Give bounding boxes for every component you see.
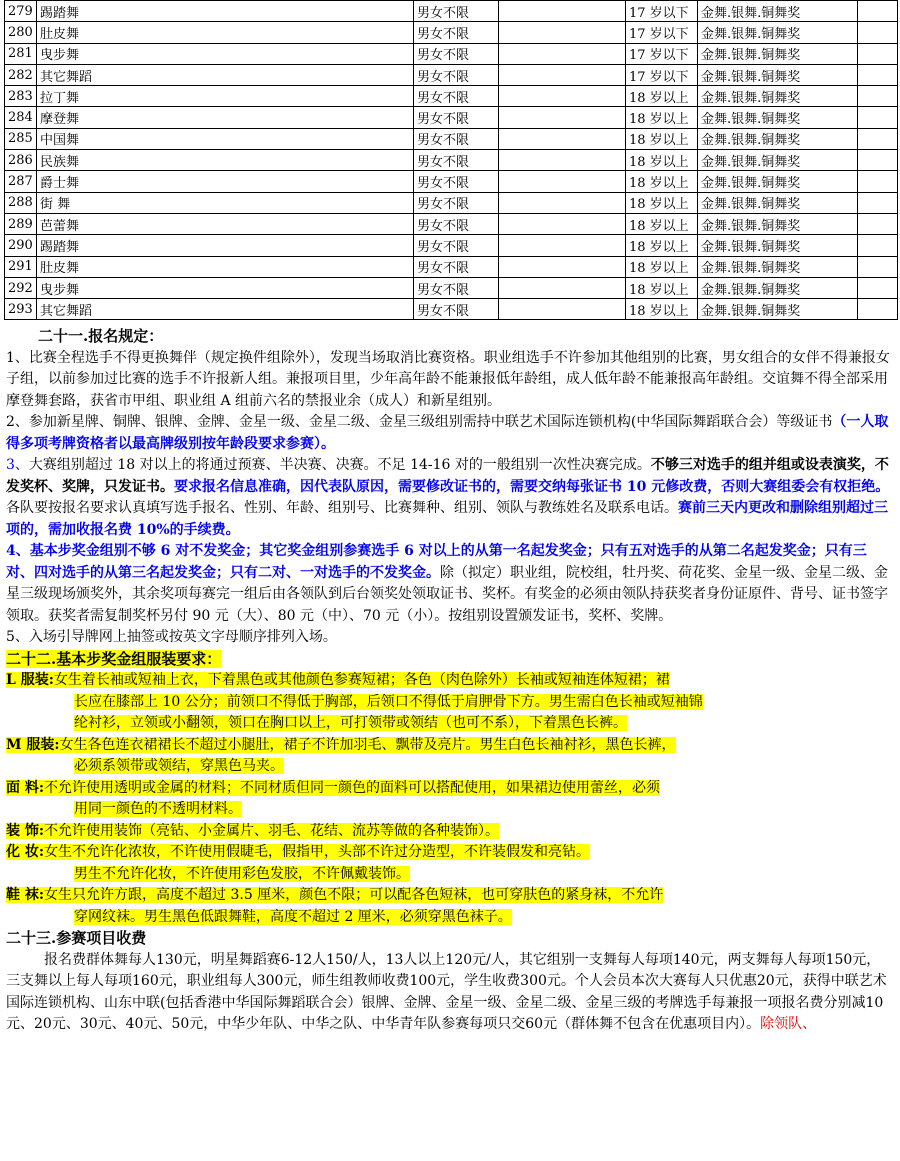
award-type: 金舞.银舞.铜舞奖	[698, 22, 858, 43]
row-number: 285	[5, 128, 37, 149]
row-number: 281	[5, 43, 37, 64]
section-23-title: 二十三.参赛项目收费	[6, 929, 147, 947]
row-number: 288	[5, 192, 37, 213]
table-row	[5, 299, 898, 320]
age-group: 17 岁以下	[626, 64, 698, 85]
row-number: 287	[5, 171, 37, 192]
event-name: 其它舞蹈	[37, 299, 414, 320]
row-number: 283	[5, 86, 37, 107]
blank-cell	[858, 256, 898, 277]
award-type: 金舞.银舞.铜舞奖	[698, 1, 858, 22]
gender-limit: 男女不限	[414, 128, 499, 149]
blank-cell	[858, 43, 898, 64]
age-group: 17 岁以下	[626, 1, 698, 22]
blank-cell	[499, 22, 626, 43]
blank-cell	[858, 277, 898, 298]
blank-cell	[499, 299, 626, 320]
event-name: 踢踏舞	[37, 235, 414, 256]
age-group: 18 岁以上	[626, 192, 698, 213]
blank-cell	[858, 192, 898, 213]
gender-limit: 男女不限	[414, 192, 499, 213]
blank-cell	[499, 43, 626, 64]
gender-limit: 男女不限	[414, 256, 499, 277]
table-row	[5, 150, 898, 171]
document-body: 二十一.报名规定： 1、比赛全程选手不得更换舞伴（规定换件组除外），发现当场取消比赛资格。职业组选手不许参加其他组别的比赛，男女组合的女伴不得兼报女子组，以前参加过比赛的选手不许报新人组。兼报项目里，少年高年龄不能兼报低年龄组，成人低年龄不能兼报高年龄组。交谊舞不得全部采用摩登舞套路，获省市甲组、职业组 A 组前六名的禁报业余（成人）和新星组别。 2、参加新星牌、铜牌、银牌、金牌、金星一级、金星二级、金星三级组别需持中联艺术国际连锁机构(中华国际舞蹈联合会）等级证书（一人取得多项考牌资格者以最高牌级别按年龄段要求参赛）。 3、大赛组别超过 18 对以上的将通过预赛、半决赛、决赛。不足 14-16 对的一般组别一次性决赛完成。不够三对选手的组并组或设表演奖，不发奖杯、奖牌，只发证书。要求报名信息准确，因代表队原因，需要修改证书的，需要交纳每张证书 10 元修改费，否则大赛组委会有权拒绝。各队要按报名要求认真填写选手报名、性别、年龄、组别号、比赛舞种、组别、领队与教练姓名及联系电话。赛前三天内更改和删除组别超过三项的，需加收报名费 10%的手续费。 4、基本步奖金组别不够 6 对不发奖金；其它奖金组别参赛选手 6 对以上的从第一名起发奖金；只有五对选手的从第二名起发奖金；只有三对、四对选手的从第三名起发奖金；只有二对、一对选手的不发奖金。除（拟定）职业组，院校组，牡丹奖、荷花奖、金星一级、金星二级、金星三级现场颁奖外，其余奖项每赛完一组后由各领队到后台领奖处领取证书、奖杯。有奖金的必须由领队持获奖者身份证原件、背号、证书签字领取。获奖者需复制奖杯另付 90 元（大）、80 元（中）、70 元（小）。按组别设置颁发证书，奖杯、奖牌。 5、入场引导牌网上抽签或按英文字母顺序排列入场。 二十二.基本步奖金组服装要求： L 服装:女生着长袖或短袖上衣，下着黑色或其他颜色参赛短裙；各色（肉色除外）长袖或短袖连体短裙；裙 长应在膝部上 10 公分；前领口不得低于胸部，后领口不得低于肩胛骨下方。男生需白色长袖或短袖锦 纶衬衫，立领或小翻领，领口在胸口以上，可打领带或领结（也可不系），下着黑色长裤。 M 服装:女生各色连衣裙裙长不超过小腿肚，裙子不许加羽毛、飘带及亮片。男生白色长袖衬衫，黑色长裤， 必须系领带或领结，穿黑色马夹。 面 料:不允许使用透明或金属的材料；不同材质但同一颜色的面料可以搭配使用，如果裙边使用蕾丝，必须 用同一颜色的不透明材料。 装 饰:不允许使用装饰（亮钻、小金属片、羽毛、花结、流苏等做的各种装饰）。 化 妆:女生不允许化浓妆，不许使用假睫毛，假指甲，头部不许过分造型，不许装假发和亮钻。 男生不允许化妆，不许使用彩色发胶，不许佩戴装饰。 鞋 袜:女生只允许方跟，高度不超过 3.5 厘米，颜色不限；可以配各色短袜，也可穿肤色的紧身袜，不允许 穿网纹袜。男生黑色低跟舞鞋，高度不超过 2 厘米，必须穿黑色袜子。 二十三.参赛项目收费 报名费群体舞每人130元，明星舞蹈赛6-12人150/人，13人以上120元/人，其它组别一支舞每人每项140元，两支舞每人每项150元，三支舞以上每人每项160元，职业组每人300元，师生组教师收费100元，学生收费300元。个人会员本次大赛每人只优惠20元，获得中联艺术国际连锁机构、山东中联(包括香港中华国际舞蹈联合会）银牌、金牌、金星一级、金星二级、金星三级的考牌选手每兼报一项报名费分别减10元、20元、30元、40元、50元，中华少年队、中华之队、中华青年队参赛每项只交60元（群体舞不包含在优惠项目内）。除领队、	[6, 326, 894, 1036]
blank-cell	[499, 1, 626, 22]
table-row	[5, 235, 898, 256]
gender-limit: 男女不限	[414, 150, 499, 171]
event-name: 踢踏舞	[37, 1, 414, 22]
award-type: 金舞.银舞.铜舞奖	[698, 150, 858, 171]
table-row	[5, 64, 898, 85]
row-number: 286	[5, 150, 37, 171]
blank-cell	[858, 22, 898, 43]
age-group: 17 岁以下	[626, 43, 698, 64]
blank-cell	[858, 150, 898, 171]
blank-cell	[858, 299, 898, 320]
blank-cell	[858, 171, 898, 192]
award-type: 金舞.银舞.铜舞奖	[698, 107, 858, 128]
m-costume: M 服装:女生各色连衣裙裙长不超过小腿肚，裙子不许加羽毛、飘带及亮片。男生白色长袖衬衫，黑色长裤，	[6, 736, 676, 753]
age-group: 18 岁以上	[626, 299, 698, 320]
table-row	[5, 1, 898, 22]
blank-cell	[858, 107, 898, 128]
table-row	[5, 277, 898, 298]
blank-cell	[499, 107, 626, 128]
age-group: 18 岁以上	[626, 150, 698, 171]
row-number: 293	[5, 299, 37, 320]
section-21-para-3: 3、大赛组别超过 18 对以上的将通过预赛、半决赛、决赛。不足 14-16 对的一般组别一次性决赛完成。不够三对选手的组并组或设表演奖，不发奖杯、奖牌，只发证书。要求报名信息准确，因代表队原因，需要修改证书的，需要交纳每张证书 10 元修改费，否则大赛组委会有权拒绝。各队要按报名要求认真填写选手报名、性别、年龄、组别号、比赛舞种、组别、领队与教练姓名及联系电话。赛前三天内更改和删除组别超过三项的，需加收报名费 10%的手续费。	[6, 457, 890, 538]
gender-limit: 男女不限	[414, 1, 499, 22]
gender-limit: 男女不限	[414, 277, 499, 298]
table-row	[5, 171, 898, 192]
table-row	[5, 43, 898, 64]
age-group: 18 岁以上	[626, 128, 698, 149]
table-row	[5, 192, 898, 213]
event-name: 民族舞	[37, 150, 414, 171]
gender-limit: 男女不限	[414, 22, 499, 43]
event-name: 其它舞蹈	[37, 64, 414, 85]
blank-cell	[499, 128, 626, 149]
gender-limit: 男女不限	[414, 43, 499, 64]
award-type: 金舞.银舞.铜舞奖	[698, 171, 858, 192]
row-number: 280	[5, 22, 37, 43]
award-type: 金舞.银舞.铜舞奖	[698, 86, 858, 107]
gender-limit: 男女不限	[414, 86, 499, 107]
award-type: 金舞.银舞.铜舞奖	[698, 128, 858, 149]
award-type: 金舞.银舞.铜舞奖	[698, 43, 858, 64]
age-group: 18 岁以上	[626, 235, 698, 256]
blank-cell	[499, 256, 626, 277]
blank-cell	[858, 235, 898, 256]
event-name: 曳步舞	[37, 277, 414, 298]
gender-limit: 男女不限	[414, 107, 499, 128]
section-21-para-5: 5、入场引导牌网上抽签或按英文字母顺序排列入场。	[6, 629, 337, 645]
event-name: 芭蕾舞	[37, 213, 414, 234]
table-row	[5, 22, 898, 43]
blank-cell	[499, 86, 626, 107]
gender-limit: 男女不限	[414, 213, 499, 234]
row-number: 292	[5, 277, 37, 298]
blank-cell	[499, 150, 626, 171]
award-type: 金舞.银舞.铜舞奖	[698, 64, 858, 85]
row-number: 284	[5, 107, 37, 128]
table-row	[5, 128, 898, 149]
blank-cell	[858, 213, 898, 234]
blank-cell	[499, 192, 626, 213]
section-21-para-2: 2、参加新星牌、铜牌、银牌、金牌、金星一级、金星二级、金星三级组别需持中联艺术国际连锁机构(中华国际舞蹈联合会）等级证书（一人取得多项考牌资格者以最高牌级别按年龄段要求参赛）。	[6, 414, 889, 452]
blank-cell	[499, 277, 626, 298]
blank-cell	[499, 213, 626, 234]
table-row	[5, 107, 898, 128]
blank-cell	[499, 64, 626, 85]
row-number: 279	[5, 1, 37, 22]
makeup-rule: 化 妆:女生不允许化浓妆，不许使用假睫毛，假指甲，头部不许过分造型，不许装假发和亮钻。	[6, 844, 591, 860]
blank-cell	[858, 128, 898, 149]
section-21-para-1: 1、比赛全程选手不得更换舞伴（规定换件组除外），发现当场取消比赛资格。职业组选手不许参加其他组别的比赛，男女组合的女伴不得兼报女子组，以前参加过比赛的选手不许报新人组。兼报项目里，少年高年龄不能兼报低年龄组，成人低年龄不能兼报高年龄组。交谊舞不得全部采用摩登舞套路，获省市甲组、职业组 A 组前六名的禁报业余（成人）和新星组别。	[6, 349, 890, 409]
award-type: 金舞.银舞.铜舞奖	[698, 299, 858, 320]
table-row	[5, 86, 898, 107]
age-group: 18 岁以上	[626, 213, 698, 234]
award-type: 金舞.银舞.铜舞奖	[698, 213, 858, 234]
gender-limit: 男女不限	[414, 299, 499, 320]
age-group: 18 岁以上	[626, 86, 698, 107]
event-name: 曳步舞	[37, 43, 414, 64]
section-22-title: 二十二.基本步奖金组服装要求：	[6, 649, 222, 668]
age-group: 18 岁以上	[626, 107, 698, 128]
row-number: 289	[5, 213, 37, 234]
blank-cell	[499, 235, 626, 256]
event-name: 肚皮舞	[37, 22, 414, 43]
section-21-title: 二十一.报名规定：	[38, 327, 164, 345]
blank-cell	[858, 86, 898, 107]
event-name: 肚皮舞	[37, 256, 414, 277]
event-name: 爵士舞	[37, 171, 414, 192]
blank-cell	[858, 64, 898, 85]
fabric-rule: 面 料:不允许使用透明或金属的材料；不同材质但同一颜色的面料可以搭配使用，如果裙边使用蕾丝，必须	[6, 779, 661, 796]
l-costume: L 服装:女生着长袖或短袖上衣，下着黑色或其他颜色参赛短裙；各色（肉色除外）长袖或短袖连体短裙；裙	[6, 672, 670, 688]
gender-limit: 男女不限	[414, 171, 499, 192]
event-table	[4, 0, 898, 320]
award-type: 金舞.银舞.铜舞奖	[698, 192, 858, 213]
age-group: 17 岁以下	[626, 22, 698, 43]
blank-cell	[499, 171, 626, 192]
row-number: 291	[5, 256, 37, 277]
award-type: 金舞.银舞.铜舞奖	[698, 256, 858, 277]
blank-cell	[858, 1, 898, 22]
row-number: 282	[5, 64, 37, 85]
row-number: 290	[5, 235, 37, 256]
event-name: 摩登舞	[37, 107, 414, 128]
age-group: 18 岁以上	[626, 256, 698, 277]
shoes-rule: 鞋 袜:女生只允许方跟，高度不超过 3.5 厘米，颜色不限；可以配各色短袜，也可穿肤色的紧身袜，不允许	[6, 887, 664, 903]
age-group: 18 岁以上	[626, 171, 698, 192]
table-row	[5, 256, 898, 277]
age-group: 18 岁以上	[626, 277, 698, 298]
section-23-para-1: 报名费群体舞每人130元，明星舞蹈赛6-12人150/人，13人以上120元/人，其它组别一支舞每人每项140元，两支舞每人每项150元，三支舞以上每人每项160元，职业组每人300元，师生组教师收费100元，学生收费300元。个人会员本次大赛每人只优惠20元，获得中联艺术国际连锁机构、山东中联(包括香港中华国际舞蹈联合会）银牌、金牌、金星一级、金星二级、金星三级的考牌选手每兼报一项报名费分别减10元、20元、30元、40元、50元，中华少年队、中华之队、中华青年队参赛每项只交60元（群体舞不包含在优惠项目内）。除领队、	[6, 951, 887, 1032]
gender-limit: 男女不限	[414, 64, 499, 85]
table-row	[5, 213, 898, 234]
section-21-para-4: 4、基本步奖金组别不够 6 对不发奖金；其它奖金组别参赛选手 6 对以上的从第一名起发奖金；只有五对选手的从第二名起发奖金；只有三对、四对选手的从第三名起发奖金；只有二对、一对选手的不发奖金。除（拟定）职业组，院校组，牡丹奖、荷花奖、金星一级、金星二级、金星三级现场颁奖外，其余奖项每赛完一组后由各领队到后台领奖处领取证书、奖杯。有奖金的必须由领队持获奖者身份证原件、背号、证书签字领取。获奖者需复制奖杯另付 90 元（大）、80 元（中）、70 元（小）。按组别设置颁发证书，奖杯、奖牌。	[6, 543, 888, 624]
event-name: 中国舞	[37, 128, 414, 149]
award-type: 金舞.银舞.铜舞奖	[698, 235, 858, 256]
gender-limit: 男女不限	[414, 235, 499, 256]
decoration-rule: 装 饰:不允许使用装饰（亮钻、小金属片、羽毛、花结、流苏等做的各种装饰）。	[6, 822, 500, 839]
award-type: 金舞.银舞.铜舞奖	[698, 277, 858, 298]
event-name: 拉丁舞	[37, 86, 414, 107]
event-name: 街 舞	[37, 192, 414, 213]
